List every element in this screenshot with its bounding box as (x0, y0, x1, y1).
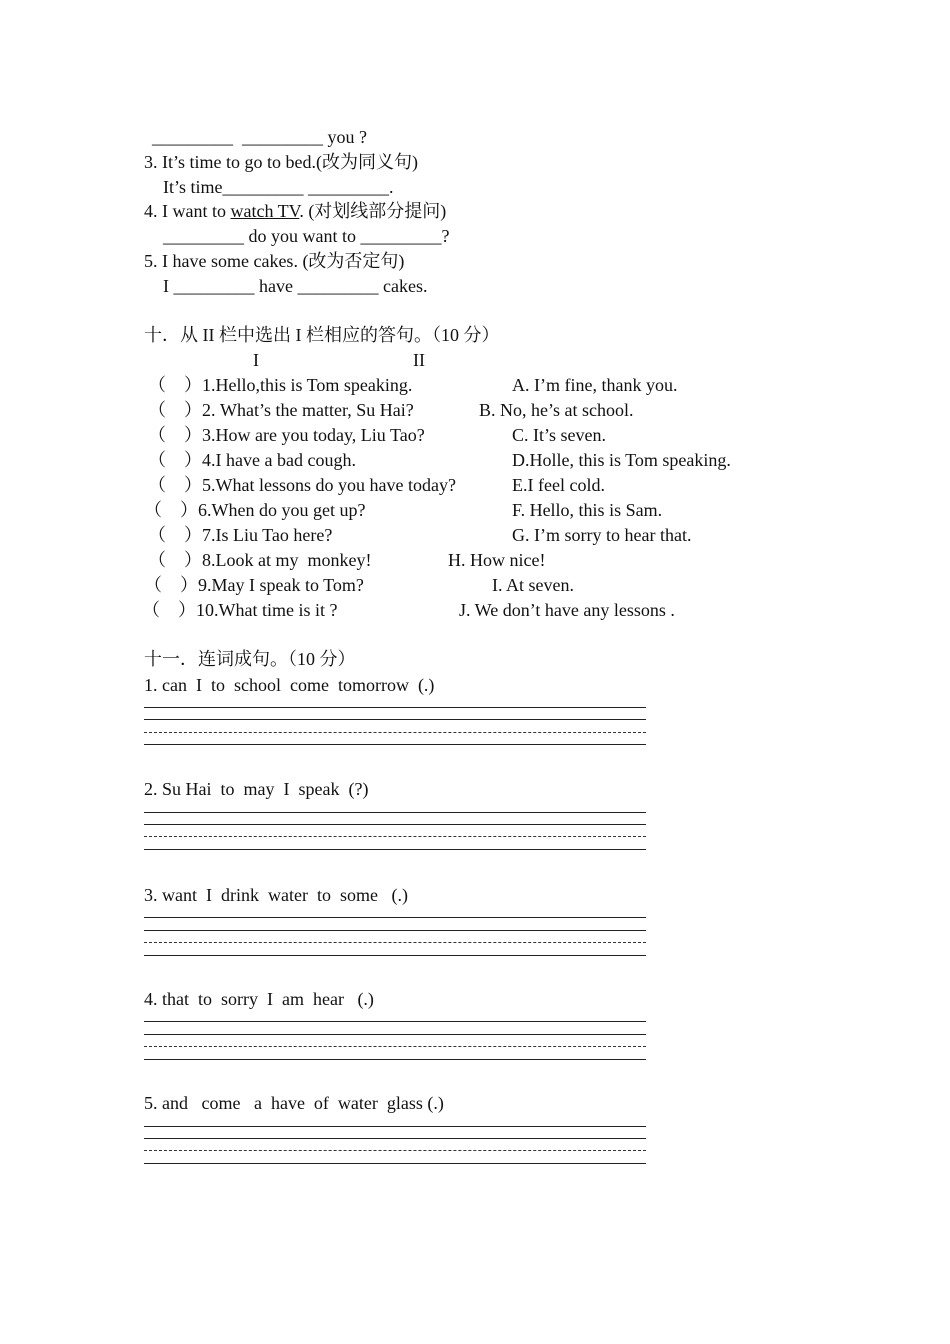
writing-line[interactable] (144, 917, 646, 918)
writing-line[interactable] (144, 1021, 646, 1022)
question-5-answer: I _________ have _________ cakes. (163, 276, 428, 296)
writing-line[interactable] (144, 744, 646, 745)
reorder-item: 4. that to sorry I am hear (.) (144, 989, 374, 1009)
match-question: （ ）7.Is Liu Tao here? (148, 525, 333, 545)
question-3: 3. It’s time to go to bed.(改为同义句) (144, 152, 418, 172)
writing-line[interactable] (144, 1034, 646, 1035)
match-question: （ ）9.May I speak to Tom? (144, 575, 364, 595)
writing-line[interactable] (144, 849, 646, 850)
answer-line-you: _________ _________ you ? (152, 127, 367, 147)
match-answer: C. It’s seven. (512, 425, 606, 445)
writing-line[interactable] (144, 1163, 646, 1164)
question-4-underlined: watch TV (230, 201, 300, 221)
match-question: （ ）2. What’s the matter, Su Hai? (148, 400, 414, 420)
reorder-item: 1. can I to school come tomorrow (.) (144, 675, 435, 695)
match-answer: I. At seven. (492, 575, 574, 595)
writing-line[interactable] (144, 707, 646, 708)
question-5: 5. I have some cakes. (改为否定句) (144, 251, 405, 271)
match-question: （ ）6.When do you get up? (144, 500, 366, 520)
writing-line-dashed[interactable] (144, 1150, 646, 1151)
writing-line[interactable] (144, 930, 646, 931)
writing-line[interactable] (144, 1126, 646, 1127)
writing-line-dashed[interactable] (144, 732, 646, 733)
question-4-pre: 4. I want to (144, 201, 231, 221)
match-answer: B. No, he’s at school. (479, 400, 634, 420)
match-answer: E.I feel cold. (512, 475, 605, 495)
question-4 (144, 200, 446, 222)
column-II-header: II (413, 350, 425, 370)
writing-line[interactable] (144, 1138, 646, 1139)
writing-line-dashed[interactable] (144, 836, 646, 837)
writing-line[interactable] (144, 955, 646, 956)
writing-line-dashed[interactable] (144, 942, 646, 943)
writing-line[interactable] (144, 719, 646, 720)
match-answer: G. I’m sorry to hear that. (512, 525, 692, 545)
question-4-post: . (对划线部分提问) (299, 201, 447, 221)
reorder-item: 5. and come a have of water glass (.) (144, 1093, 444, 1113)
match-question: （ ）8.Look at my monkey! (148, 550, 372, 570)
match-answer: A. I’m fine, thank you. (512, 375, 678, 395)
writing-line[interactable] (144, 1059, 646, 1060)
section-10-title: 十．从 II 栏中选出 I 栏相应的答句。（10 分） (144, 325, 500, 345)
match-answer: H. How nice! (448, 550, 546, 570)
writing-line-dashed[interactable] (144, 1046, 646, 1047)
match-answer: D.Holle, this is Tom speaking. (512, 450, 731, 470)
reorder-item: 3. want I drink water to some (.) (144, 885, 408, 905)
column-I-header: I (253, 350, 259, 370)
match-question: （ ）3.How are you today, Liu Tao? (148, 425, 425, 445)
match-question: （ ）1.Hello,this is Tom speaking. (148, 375, 413, 395)
match-question: （ ）5.What lessons do you have today? (148, 475, 456, 495)
reorder-item: 2. Su Hai to may I speak (?) (144, 779, 369, 799)
writing-line[interactable] (144, 812, 646, 813)
match-question: （ ）10.What time is it ? (142, 600, 338, 620)
writing-line[interactable] (144, 824, 646, 825)
question-3-answer: It’s time_________ _________. (163, 177, 394, 197)
match-question: （ ）4.I have a bad cough. (148, 450, 356, 470)
question-4-answer: _________ do you want to _________? (163, 226, 450, 246)
match-answer: J. We don’t have any lessons . (459, 600, 675, 620)
section-11-title: 十一．连词成句。（10 分） (144, 649, 356, 669)
match-answer: F. Hello, this is Sam. (512, 500, 663, 520)
